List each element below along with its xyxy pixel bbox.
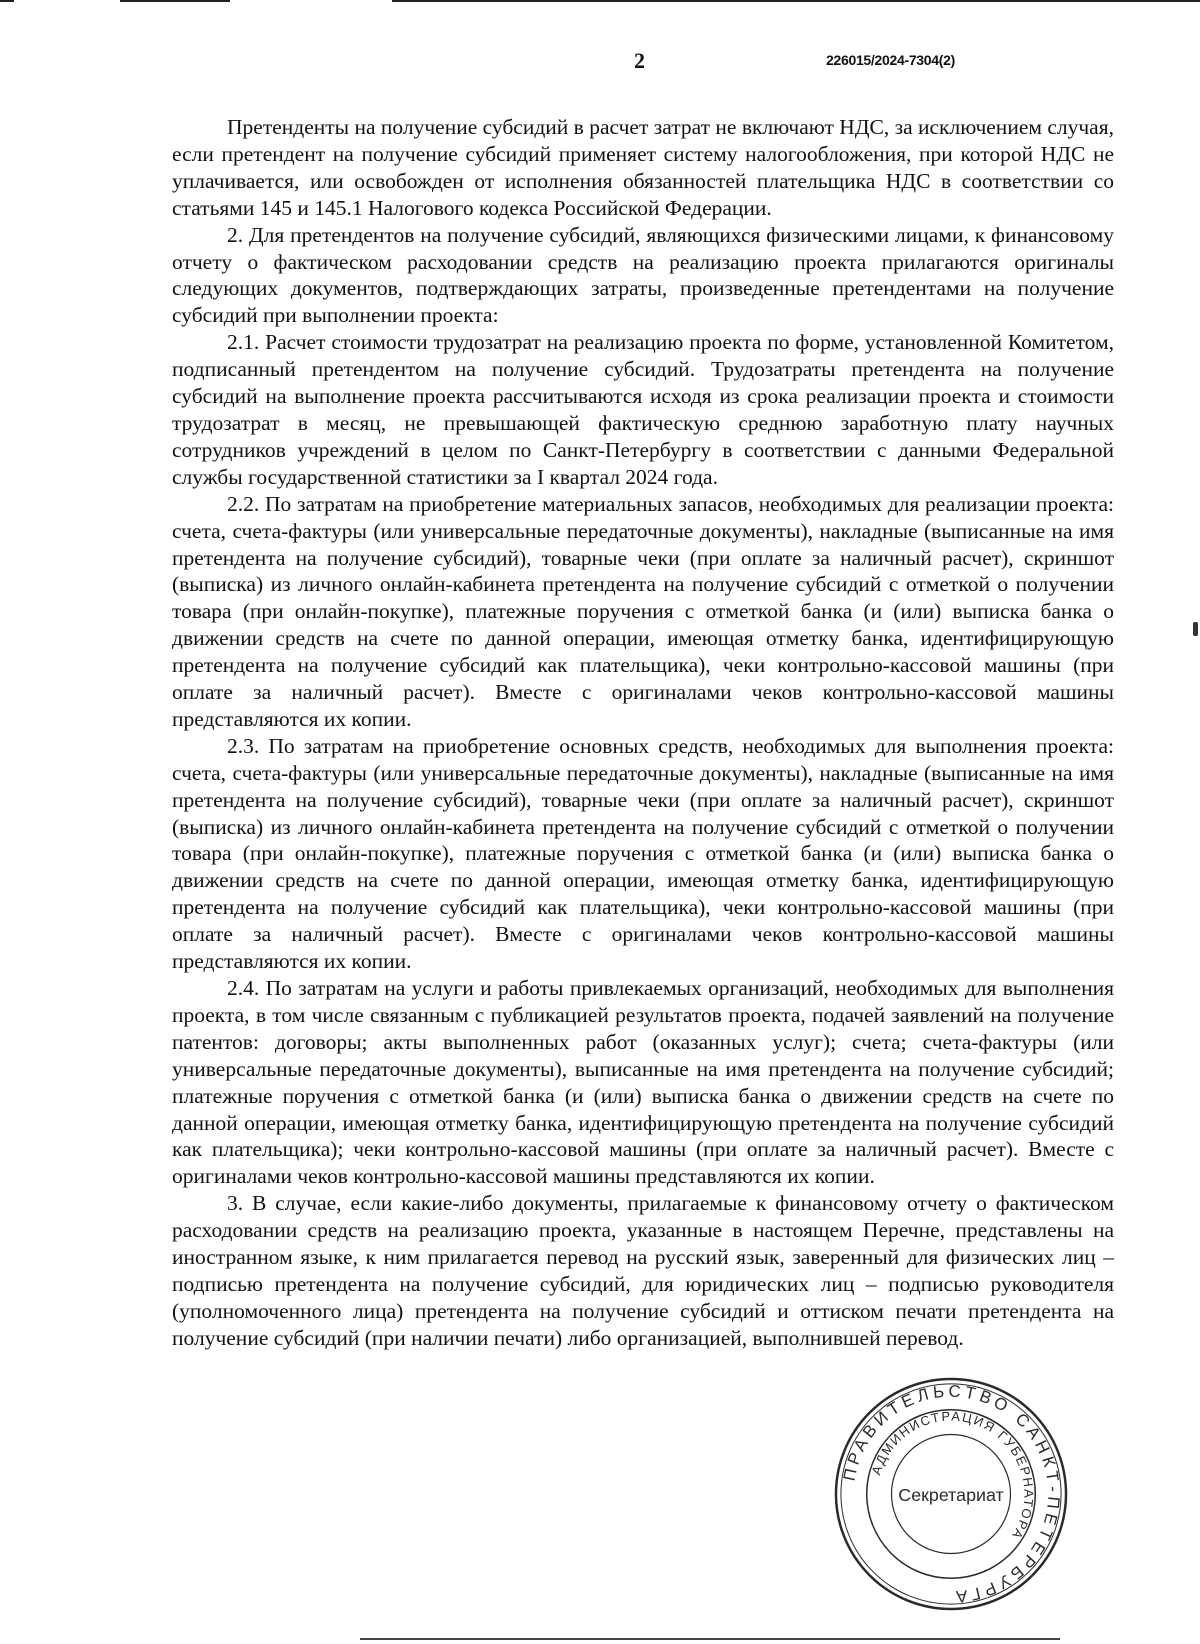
svg-text:АДМИНИСТРАЦИЯ ГУБЕРНАТОРА: АДМИНИСТРАЦИЯ ГУБЕРНАТОРА xyxy=(868,1408,1037,1543)
page-number: 2 xyxy=(634,48,645,73)
document-number: 226015/2024-7304(2) xyxy=(826,52,955,68)
svg-text:Секретариат: Секретариат xyxy=(898,1484,1004,1505)
paragraph-2: 2. Для претендентов на получение субсидий, являющихся физическими лицами, к финансовому отчету о фактическом расходовании средств на реализацию проекта прилагаются оригиналы следующих документов, подтверждающих затраты, произведенные претендентами на получение субсидий при выполнении проекта: xyxy=(172,222,1114,328)
scan-edge-mark xyxy=(1193,622,1198,636)
paragraph-vat: Претенденты на получение субсидий в расчет затрат не включают НДС, за исключением случая, если претендент на получение субсидий применяет систему налогообложения, при которой НДС не уплачивается, или освобожден от исполнения обязанностей плательщика НДС в соответствии со статьями 145 и 145.1 Налогового кодекса Российской Федерации. xyxy=(172,115,1114,220)
paragraph-2-1: 2.1. Расчет стоимости трудозатрат на реализацию проекта по форме, установленной Комитетом, подписанный претендентом на получение субсидий. Трудозатраты претендента на получение субсидий на выполнение проекта рассчитываются исходя из срока реализации проекта и стоимости трудозатрат в месяц, не превышающей фактическую среднюю заработную плату научных сотрудников учреждений в целом по Санкт-Петербургу в соответствии с данными Федеральной службы государственной статистики за I квартал 2024 года. xyxy=(172,330,1114,489)
official-seal-stamp xyxy=(832,1375,1070,1613)
document-body xyxy=(172,114,1114,1352)
paragraph-3: 3. В случае, если какие-либо документы, прилагаемые к финансовому отчету о фактическом расходовании средств на реализацию проекта, указанные в настоящем Перечне, представлены на иностранном языке, к ним прилагается перевод на русский язык, заверенный для физических лиц – подписью претендента на получение субсидий, для юридических лиц – подписью руководителя (уполномоченного лица) претендента на получение субсидий и оттиском печати претендента на получение субсидий (при наличии печати) либо организацией, выполнившей перевод. xyxy=(172,1191,1114,1350)
svg-text:ПРАВИТЕЛЬСТВО САНКТ-ПЕТЕРБУРГА: ПРАВИТЕЛЬСТВО САНКТ-ПЕТЕРБУРГА xyxy=(839,1381,1064,1607)
paragraph-2-4: 2.4. По затратам на услуги и работы привлекаемых организаций, необходимых для выполнения проекта, в том числе связанным с публикацией результатов проекта, подачей заявлений на получение патентов: договоры; акты выполненных работ (оказанных услуг); счета; счета-фактуры (или универсальные передаточные документы), выписанные на имя претендента на получение субсидий; платежные поручения с отметкой банка (и (или) выписка банка о движении средств на счете по данной операции, имеющая отметку банка, идентифицирующую претендента на получение субсидий как плательщика); чеки контрольно-кассовой машины (при оплате за наличный расчет). Вместе с оригиналами чеков контрольно-кассовой машины представляются их копии. xyxy=(172,976,1114,1189)
bottom-scan-border xyxy=(360,1638,1060,1640)
paragraph-2-2: 2.2. По затратам на приобретение материальных запасов, необходимых для реализации проекта: счета, счета-фактуры (или универсальные передаточные документы), накладные (выписанные на имя претендента на получение субсидий), товарные чеки (при оплате за наличный расчет), скриншот (выписка) из личного онлайн-кабинета претендента на получение субсидий с отметкой о получении товара (при онлайн-покупке), платежные поручения с отметкой банка (и (или) выписка банка о движении средств на счете по данной операции, имеющая отметку банка, идентифицирующую претендента на получение субсидий как плательщика), чеки контрольно-кассовой машины (при оплате за наличный расчет). Вместе с оригиналами чеков контрольно-кассовой машины представляются их копии. xyxy=(172,491,1114,731)
top-scan-border xyxy=(0,0,1200,3)
paragraph-2-3: 2.3. По затратам на приобретение основных средств, необходимых для выполнения проекта: счета, счета-фактуры (или универсальные передаточные документы), накладные (выписанные на имя претендента на получение субсидий), товарные чеки (при оплате за наличный расчет), скриншот (выписка) из личного онлайн-кабинета претендента на получение субсидий с отметкой о получении товара (при онлайн-покупке), платежные поручения с отметкой банка (и (или) выписка банка о движении средств на счете по данной операции, имеющая отметку банка, идентифицирующую претендента на получение субсидий как плательщика), чеки контрольно-кассовой машины (при оплате за наличный расчет). Вместе с оригиналами чеков контрольно-кассовой машины представляются их копии. xyxy=(172,733,1114,974)
page-header xyxy=(0,48,1200,78)
